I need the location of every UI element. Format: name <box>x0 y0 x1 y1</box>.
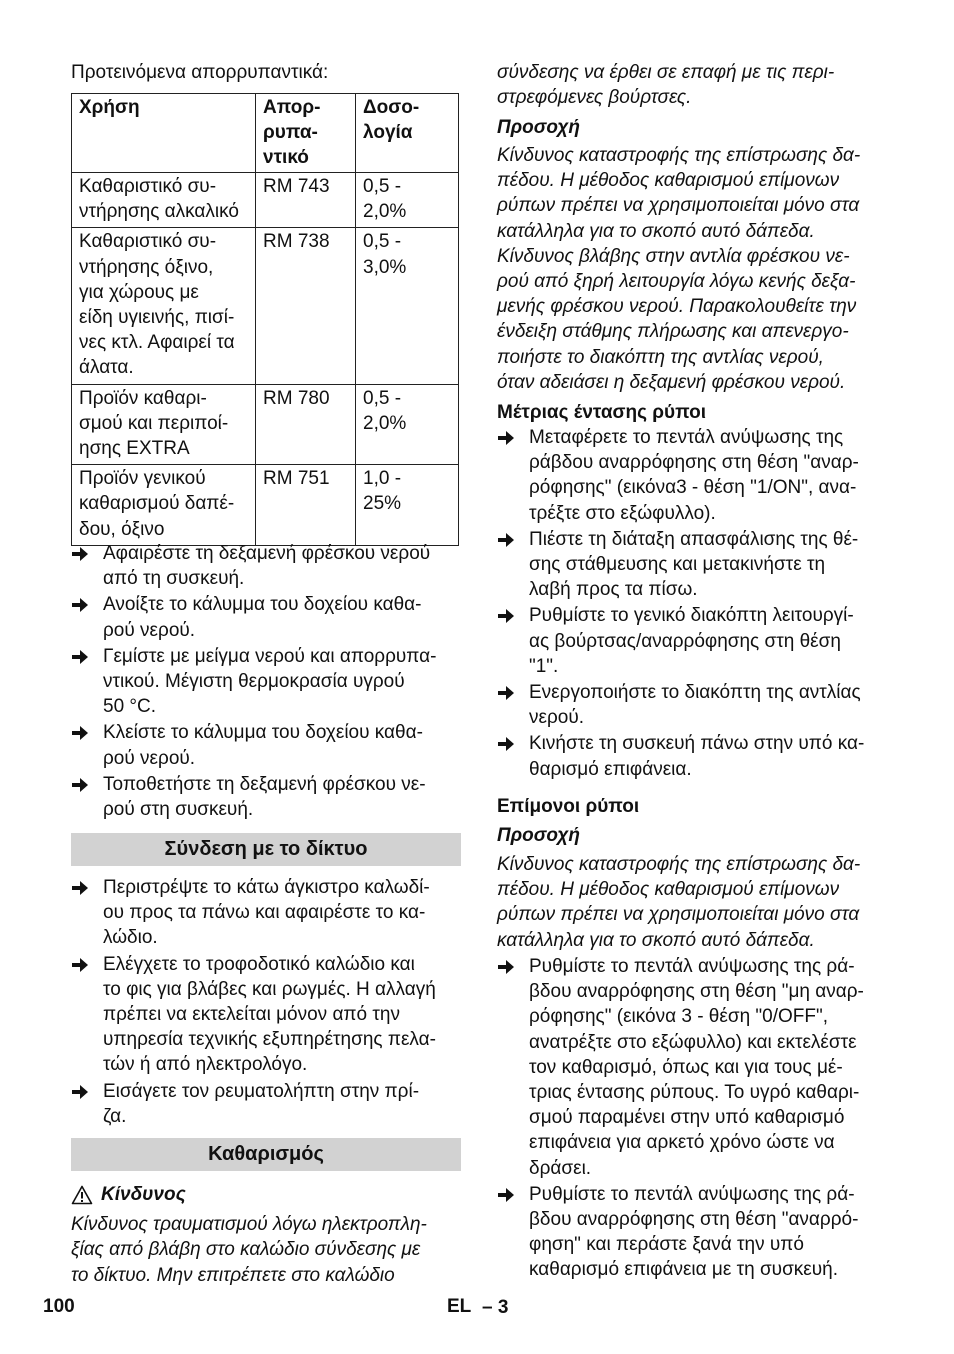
heading-medium-dirt: Μέτριας έντασης ρύποι <box>497 402 706 423</box>
steps-list-preparation <box>71 541 461 823</box>
steps-list-medium-dirt <box>497 425 887 783</box>
caution-text-2: Κίνδυνος καταστροφής της επίστρωσης δα- πέδου. Η μέθοδος καθαρισμού επίμονων ρύπων πρέπει να χρησιμοποιείται μόνο στα κατάλληλα για το σκοπό αυτό δάπεδα. <box>497 854 861 951</box>
table-row <box>72 384 459 465</box>
list-item-text: Ανοίξτε το κάλυμμα του δοχείου καθα- ρού νερού. <box>103 594 422 641</box>
list-item-text: Ελέγχετε το τροφοδοτικό καλώδιο και το φις για βλάβες και ρωγμές. Η αλλαγή πρέπει να εκτελείται μόνον από την υπηρεσία τεχνικής εξυπηρέτησης πελα- τών ή από ηλεκτρολόγο. <box>103 953 436 1076</box>
danger-notice <box>71 1182 461 1288</box>
header-dosage: Δοσο- λογία <box>356 94 459 173</box>
list-item-text: Πιέστε τη διάταξη απασφάλισης της θέ- σης στάθμευσης και μετακινήστε τη λαβή προς τα πίσω. <box>529 528 859 601</box>
danger-heading <box>71 1182 461 1207</box>
list-item <box>497 731 887 781</box>
list-item-text: Ενεργοποιήστε το διακόπτη της αντλίας νερού. <box>529 682 861 729</box>
table-body <box>72 173 459 546</box>
language-code: EL <box>447 1296 472 1317</box>
cell-agent: RM 780 <box>256 384 356 465</box>
list-item <box>497 1182 887 1283</box>
list-item-text: Αφαιρέστε τη δεξαμενή φρέσκου νερού από τη συσκευή. <box>103 543 431 590</box>
list-item-text: Μεταφέρετε το πεντάλ ανύψωσης της ράβδου αναρρόφησης στη θέση "αναρ- ρόφησης" (εικόνα3 - θέση "1/ON", ανα- τρέξτε στο εξώφυλλο). <box>529 427 859 524</box>
table-header-row <box>72 94 459 173</box>
list-item-text: Γεμίστε με μείγμα νερού και απορρυπα- ντικού. Μέγιστη θερμοκρασία υγρού 50 °C. <box>103 645 437 718</box>
table-row <box>72 228 459 384</box>
arrow-right-icon <box>71 546 89 562</box>
list-item-text: Ρυθμίστε το πεντάλ ανύψωσης της ρά- βδου αναρρόφησης στη θέση "αναρρό- φηση" και περάστε ξανά την υπό καθαρισμό επιφάνεια με τη συσκευή. <box>529 1183 859 1281</box>
detergent-table <box>71 93 459 546</box>
arrow-right-icon <box>71 1084 89 1100</box>
header-use: Χρήση <box>72 94 256 173</box>
cell-use: Καθαριστικό συ- ντήρησης αλκαλικό <box>72 173 256 228</box>
arrow-right-icon <box>497 685 515 701</box>
warning-triangle-icon <box>71 1185 93 1205</box>
continued-danger-text: σύνδεσης να έρθει σε επαφή με τις περι- στρεφόμενες βούρτσες. <box>497 62 835 109</box>
list-item-text: Κινήστε τη συσκευή πάνω στην υπό κα- θαρισμό επιφάνεια. <box>529 733 865 780</box>
arrow-right-icon <box>71 649 89 665</box>
cell-agent: RM 751 <box>256 465 356 546</box>
cell-use: Καθαριστικό συ- ντήρησης όξινο, για χώρους με είδη υγιεινής, πισί- νες κτλ. Αφαιρεί τα άλατα. <box>72 228 256 384</box>
list-item <box>71 772 461 822</box>
cell-dosage: 0,5 - 3,0% <box>356 228 459 384</box>
cell-dosage: 1,0 - 25% <box>356 465 459 546</box>
section-number: – 3 <box>482 1297 509 1318</box>
list-item-text: Ρυθμίστε το πεντάλ ανύψωσης της ρά- βδου αναρρόφησης στη θέση "μη αναρ- ρόφησης" (εικόνα 3 - θέση "0/OFF", ανατρέξτε στο εξώφυλλο) και εκτελέστε τον καθαρισμό, όπως και για τους μέ- τριας έντασης ρύπους. Το υγρό καθαρι- σμού παραμένει στην υπό καθαρισμό επιφάνεια για αρκετό χρόνο ώστε να δράσει. <box>529 956 864 1179</box>
section-heading-cleaning: Καθαρισμός <box>71 1138 461 1171</box>
danger-label: Κίνδυνος <box>101 1184 186 1205</box>
list-item <box>71 720 461 770</box>
list-item <box>497 603 887 679</box>
list-item <box>497 680 887 730</box>
list-item-text: Κλείστε το κάλυμμα του δοχείου καθα- ρού νερού. <box>103 722 423 769</box>
caution-text-1: Κίνδυνος καταστροφής της επίστρωσης δα- πέδου. Η μέθοδος καθαρισμού επίμονων ρύπων πρέπει να χρησιμοποιείται μόνο στα κατάλληλα για το σκοπό αυτό δάπεδα. Κίνδυνος βλάβης στην αντλία φρέσκου νε- ρού από ξηρή λειτουργία λόγω κενής δεξα- μενής φρέσκου νερού. Παρακολουθείτε την ένδειξη στάθμης πλήρωσης και απενεργο- ποιήστε το διακόπτη της αντλίας νερού, όταν αδειάσει η δεξαμενή φρέσκου νερού. <box>497 145 861 393</box>
arrow-right-icon <box>497 1187 515 1203</box>
list-item <box>71 875 461 951</box>
table-row <box>72 173 459 228</box>
caution-label-1: Προσοχή <box>497 117 581 138</box>
list-item-text: Περιστρέψτε το κάτω άγκιστρο καλωδί- ου προς τα πάνω και αφαιρέστε το κα- λώδιο. <box>103 877 430 949</box>
arrow-right-icon <box>497 532 515 548</box>
intro-text: Προτεινόμενα απορρυπαντικά: <box>71 62 329 83</box>
list-item-text: Τοποθετήστε τη δεξαμενή φρέσκου νε- ρού στη συσκευή. <box>103 773 426 821</box>
arrow-right-icon <box>71 957 89 973</box>
caution-label-2: Προσοχή <box>497 825 581 846</box>
arrow-right-icon <box>497 736 515 752</box>
cell-agent: RM 738 <box>256 228 356 384</box>
list-item <box>497 954 887 1181</box>
arrow-right-icon <box>71 597 89 613</box>
cell-use: Προϊόν καθαρι- σμού και περιποί- ησης EXTRA <box>72 384 256 465</box>
list-item <box>71 644 461 720</box>
cell-dosage: 0,5 - 2,0% <box>356 384 459 465</box>
list-item <box>71 592 461 642</box>
arrow-right-icon <box>71 725 89 741</box>
cell-use: Προϊόν γενικού καθαρισμού δαπέ- δου, όξινο <box>72 465 256 546</box>
arrow-right-icon <box>497 430 515 446</box>
section-heading-mains-connection: Σύνδεση με το δίκτυο <box>71 833 461 866</box>
heading-stubborn-dirt: Επίμονοι ρύποι <box>497 796 640 817</box>
arrow-right-icon <box>71 880 89 896</box>
table-row <box>72 465 459 546</box>
list-item <box>497 527 887 603</box>
danger-text: Κίνδυνος τραυματισμού λόγω ηλεκτροπλη- ξίας από βλάβη στο καλώδιο σύνδεσης με το δίκτυο. Μην επιτρέπετε στο καλώδιο <box>71 1214 427 1286</box>
list-item <box>71 1079 461 1129</box>
arrow-right-icon <box>497 608 515 624</box>
arrow-right-icon <box>497 959 515 975</box>
steps-list-mains <box>71 875 461 1130</box>
list-item <box>71 541 461 591</box>
header-agent: Απορ- ρυπα- ντικό <box>256 94 356 173</box>
list-item <box>497 425 887 526</box>
page-number: 100 <box>43 1296 75 1317</box>
cell-dosage: 0,5 - 2,0% <box>356 173 459 228</box>
list-item-text: Εισάγετε τον ρευματολήπτη στην πρί- ζα. <box>103 1080 420 1127</box>
arrow-right-icon <box>71 777 89 793</box>
list-item <box>71 952 461 1078</box>
steps-list-stubborn-dirt <box>497 954 887 1284</box>
cell-agent: RM 743 <box>256 173 356 228</box>
list-item-text: Ρυθμίστε το γενικό διακόπτη λειτουργί- ας βούρτσας/αναρρόφησης στη θέση "1". <box>529 605 854 677</box>
